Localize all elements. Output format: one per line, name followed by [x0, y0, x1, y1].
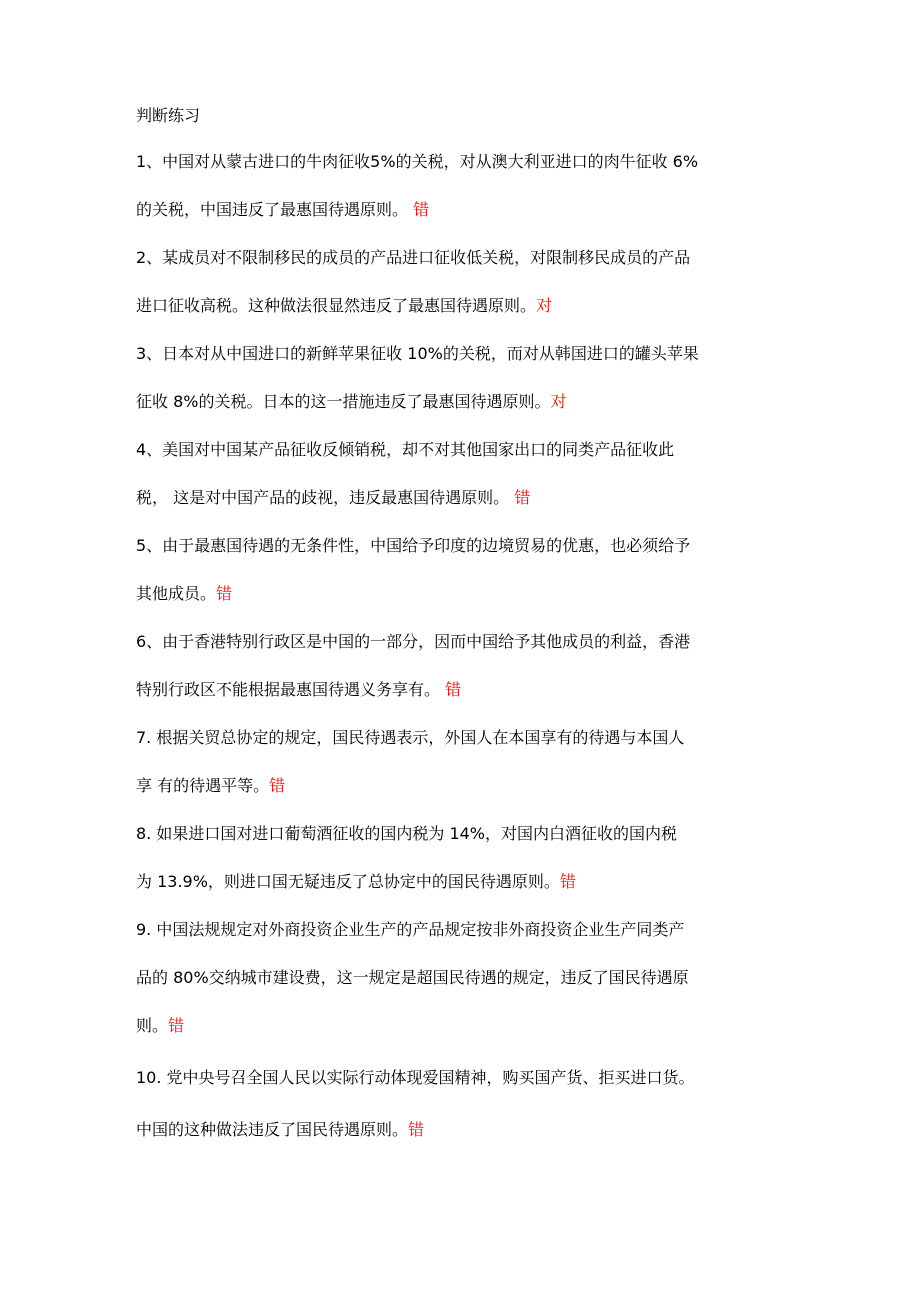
question-6-text: 特别行政区不能根据最惠国待遇义务享有。 — [136, 680, 446, 699]
question-6-answer: 错 — [445, 680, 462, 699]
question-5-line-1: 5、由于最惠国待遇的无条件性，中国给予印度的边境贸易的优惠，也必须给予 — [136, 536, 691, 555]
question-8-answer: 错 — [559, 872, 576, 891]
question-4-answer: 错 — [514, 488, 531, 507]
question-1-answer: 错 — [413, 200, 430, 219]
question-6-line-1: 6、由于香港特别行政区是中国的一部分，因而中国给予其他成员的利益，香港 — [136, 632, 691, 651]
question-1-text: 的关税，中国违反了最惠国待遇原则。 — [136, 200, 414, 219]
question-2-line-2 — [136, 294, 552, 318]
question-7-line-2 — [136, 774, 285, 798]
question-9-line-1: 9. 中国法规规定对外商投资企业生产的产品规定按非外商投资企业生产同类产 — [136, 920, 685, 939]
question-6-line-2 — [136, 678, 461, 702]
question-1-line-1: 1、中国对从蒙古进口的牛肉征收5%的关税，对从澳大利亚进口的肉牛征收 6% — [136, 152, 699, 171]
question-4-line-2 — [136, 486, 530, 510]
question-10-line-1: 10. 党中央号召全国人民以实际行动体现爱国精神，购买国产货、拒买进口货。 — [136, 1068, 695, 1087]
question-7-line-1: 7. 根据关贸总协定的规定，国民待遇表示，外国人在本国享有的待遇与本国人 — [136, 728, 685, 747]
question-10-line-2 — [136, 1118, 424, 1142]
question-5-text: 其他成员。 — [136, 584, 217, 603]
question-7-answer: 错 — [269, 776, 286, 795]
question-8-text: 为 13.9%，则进口国无疑违反了总协定中的国民待遇原则。 — [136, 872, 560, 891]
question-3-text: 征收 8%的关税。日本的这一措施违反了最惠国待遇原则。 — [136, 392, 551, 411]
question-9-answer: 错 — [168, 1016, 185, 1035]
question-7-text: 享 有的待遇平等。 — [136, 776, 270, 795]
question-8-line-1: 8. 如果进口国对进口葡萄酒征收的国内税为 14%，对国内白酒征收的国内税 — [136, 824, 678, 843]
question-5-answer: 错 — [216, 584, 233, 603]
question-2-answer: 对 — [536, 296, 553, 315]
question-5-line-2 — [136, 582, 232, 606]
question-8-line-2 — [136, 870, 576, 894]
question-4-line-1: 4、美国对中国某产品征收反倾销税，却不对其他国家出口的同类产品征收此 — [136, 440, 675, 459]
question-1-line-2 — [136, 198, 429, 222]
question-10-answer: 错 — [408, 1120, 425, 1139]
question-3-line-1: 3、日本对从中国进口的新鲜苹果征收 10%的关税，而对从韩国进口的罐头苹果 — [136, 344, 699, 363]
question-10-text: 中国的这种做法违反了国民待遇原则。 — [136, 1120, 409, 1139]
question-9-text: 则。 — [136, 1016, 169, 1035]
page-title: 判断练习 — [136, 106, 201, 125]
question-2-line-1: 2、某成员对不限制移民的成员的产品进口征收低关税，对限制移民成员的产品 — [136, 248, 691, 267]
question-4-text: 税， 这是对中国产品的歧视，违反最惠国待遇原则。 — [136, 488, 515, 507]
question-3-line-2 — [136, 390, 567, 414]
question-2-text: 进口征收高税。这种做法很显然违反了最惠国待遇原则。 — [136, 296, 537, 315]
question-9-line-3 — [136, 1014, 184, 1038]
question-9-line-2: 品的 80%交纳城市建设费，这一规定是超国民待遇的规定，违反了国民待遇原 — [136, 968, 689, 987]
question-3-answer: 对 — [550, 392, 567, 411]
